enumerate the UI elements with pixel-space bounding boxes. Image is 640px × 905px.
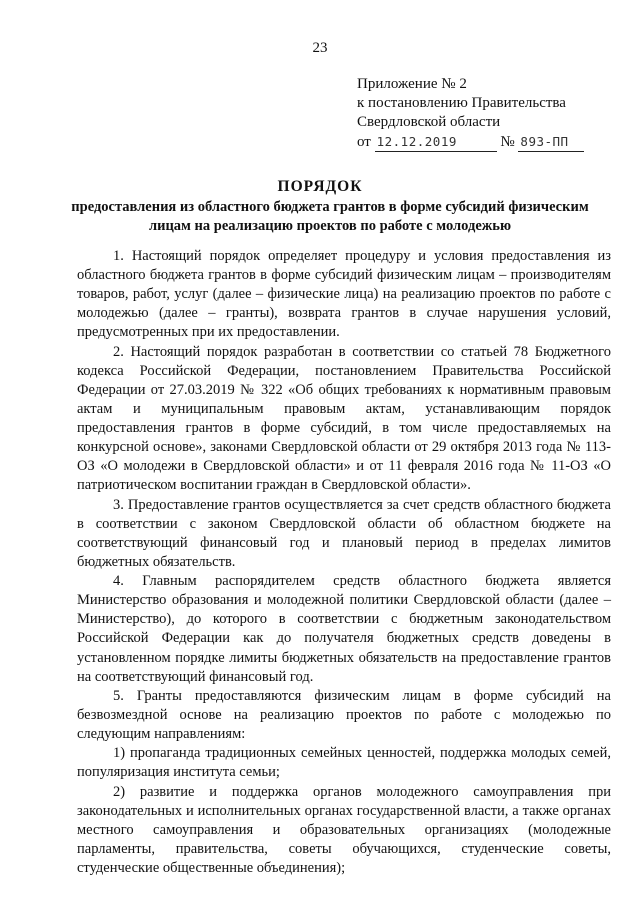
- appendix-line-1: Приложение № 2: [357, 76, 467, 92]
- appendix-header: [357, 75, 584, 152]
- document-subtitle: предоставления из областного бюджета грантов в форме субсидий физическим лицам на реализацию проектов по работе с молодежью: [71, 199, 589, 234]
- appendix-line-2: к постановлению Правительства: [357, 95, 566, 111]
- number-prefix: №: [500, 134, 515, 150]
- paragraph-3: 3. Предоставление грантов осуществляется за счет средств областного бюджета в соответствии с законом Свердловской области об областном бюджете на соответствующий финансовый год и плановый период в пределах лимитов бюджетных обязательств.: [77, 496, 611, 570]
- list-item-2: 2) развитие и поддержка органов молодежного самоуправления при законодательных и исполнительных органах государственной власти, а также органах местного самоуправления и образовательных организациях (молодежные парламенты, правительства, советы обучающихся, студенческие советы, студенческие общественные объединения);: [77, 783, 611, 877]
- paragraph-4: 4. Главным распорядителем средств областного бюджета является Министерство образования и молодежной политики Свердловской области (далее – Министерство), до которого в соответствии с бюджетным законодательством Российской Федерации как до получателя бюджетных средств доведены в установленном порядке лимиты бюджетных обязательств на предоставление грантов на соответствующий финансовый год.: [77, 573, 611, 685]
- appendix-date-line: [357, 132, 584, 152]
- document-number: 893-ПП: [518, 132, 584, 152]
- paragraph-1: 1. Настоящий порядок определяет процедуру и условия предоставления из областного бюджета грантов в форме субсидий физическим лицам – производителям товаров, работ, услуг (далее – физические лица) на реализацию проектов по работе с молодежью (далее – гранты), возврата грантов в случае нарушения условий, предусмотренных при их предоставлении.: [77, 248, 611, 341]
- paragraph-5: 5. Гранты предоставляются физическим лицам в форме субсидий на безвозмездной основе на реализацию проектов по работе с молодежью по следующим направлениям:: [77, 687, 611, 743]
- page-number: 23: [312, 40, 328, 56]
- appendix-line-3: Свердловской области: [357, 114, 501, 130]
- date-prefix: от: [357, 134, 371, 150]
- document-body: [77, 247, 611, 878]
- document-date: 12.12.2019: [375, 132, 497, 152]
- document-title: ПОРЯДОК: [277, 178, 363, 195]
- list-item-1: 1) пропаганда традиционных семейных ценностей, поддержка молодых семей, популяризация института семьи;: [77, 745, 611, 781]
- paragraph-2: 2. Настоящий порядок разработан в соответствии со статьей 78 Бюджетного кодекса Российской Федерации, постановлением Правительства Российской Федерации от 27.03.2019 № 322 «Об общих требованиях к нормативным правовым актам и муниципальным правовым актам, устанавливающим порядок предоставления грантов в форме субсидий, в том числе предоставляемых на конкурсной основе», законами Свердловской области от 29 октября 2013 года № 113-ОЗ «О молодежи в Свердловской области» и от 11 февраля 2016 года № 11-ОЗ «О патриотическом воспитании граждан в Свердловской области».: [77, 343, 611, 494]
